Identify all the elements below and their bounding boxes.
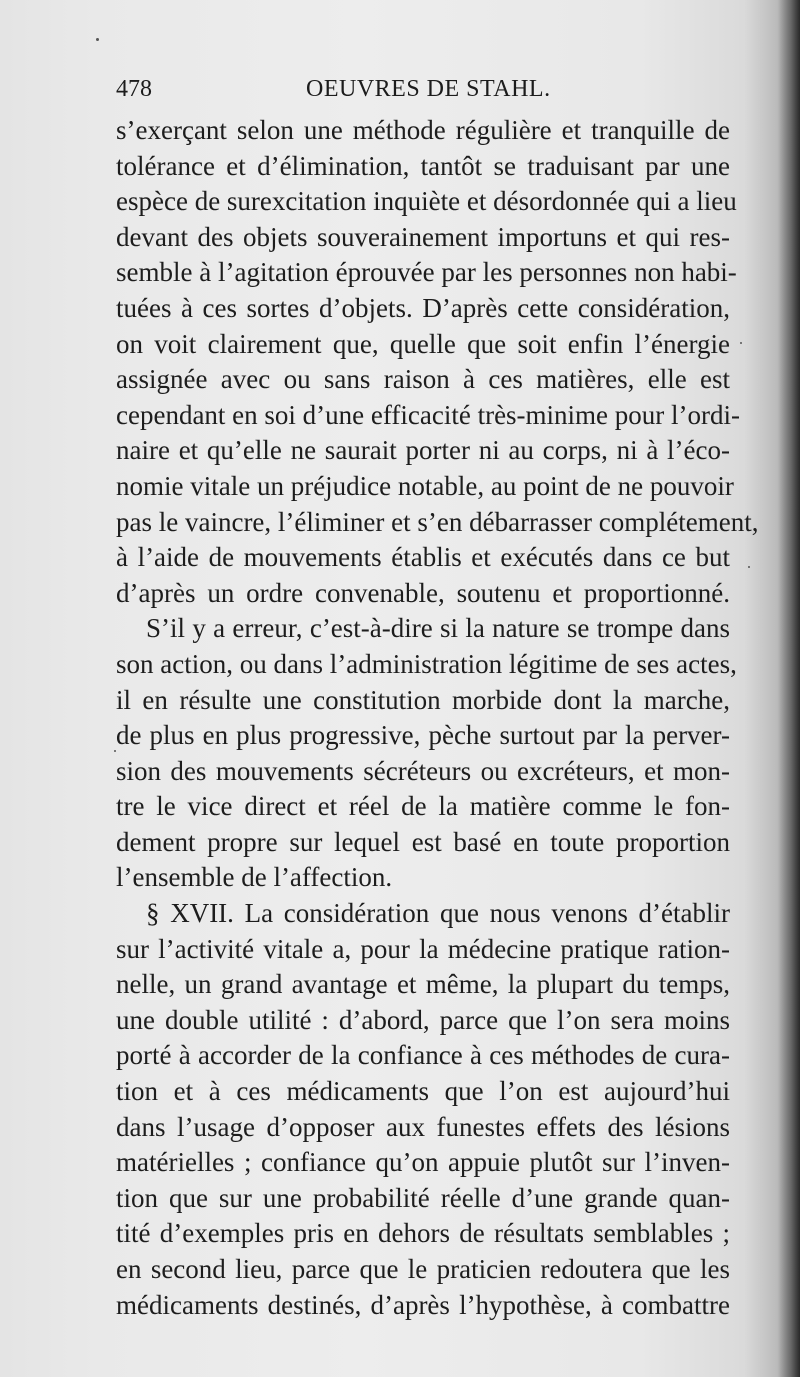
- text-line: médicaments destinés, d’après l’hypothèse, à combattre: [116, 1289, 730, 1320]
- text-line: pas le vaincre, l’éliminer et s’en débarrasser complétement,: [116, 506, 759, 537]
- text-line: dans l’usage d’opposer aux funestes effets des lésions: [116, 1111, 730, 1142]
- text-line: tion que sur une probabilité réelle d’une grande quan-: [116, 1182, 730, 1213]
- text-line: une double utilité : d’abord, parce que l’on sera moins: [116, 1004, 730, 1035]
- running-head: [116, 72, 730, 106]
- section-heading-line: § XVII. La considération que nous venons d’établir: [146, 898, 730, 929]
- text-line: devant des objets souverainement importuns et qui res-: [116, 221, 730, 252]
- text-line: à l’aide de mouvements établis et exécutés dans ce but: [116, 542, 730, 573]
- text-line: matérielles ; confiance qu’on appuie plutôt sur l’inven-: [116, 1147, 730, 1178]
- text-line: espèce de surexcitation inquiète et désordonnée qui a lieu: [116, 186, 737, 217]
- text-line: dement propre sur lequel est basé en toute proportion: [116, 826, 730, 857]
- text-line: cependant en soi d’une efficacité très-minime pour l’ordi-: [116, 399, 741, 430]
- paper-speck: [748, 566, 750, 568]
- running-title: OEUVRES DE STAHL.: [306, 76, 551, 102]
- text-line: d’après un ordre convenable, soutenu et proportionné.: [116, 577, 730, 608]
- text-line: assignée avec ou sans raison à ces matières, elle est: [116, 364, 730, 395]
- text-line: nelle, un grand avantage et même, la plupart du temps,: [116, 969, 730, 1000]
- text-line: son action, ou dans l’administration légitime de ses actes,: [116, 648, 737, 679]
- text-line: on voit clairement que, quelle que soit enfin l’énergie: [116, 328, 730, 359]
- text-line: tolérance et d’élimination, tantôt se traduisant par une: [116, 150, 730, 181]
- text-line: nomie vitale un préjudice notable, au point de ne pouvoir: [116, 470, 734, 501]
- text-line: porté à accorder de la confiance à ces méthodes de cura-: [116, 1040, 730, 1071]
- page-edge-shadow: [778, 0, 800, 1377]
- text-line: naire et qu’elle ne saurait porter ni au corps, ni à l’éco-: [116, 435, 730, 466]
- text-line: de plus en plus progressive, pèche surtout par la perver-: [116, 720, 730, 751]
- text-line: sion des mouvements sécréteurs ou excréteurs, et mon-: [116, 755, 730, 786]
- paragraph-last-line: l’ensemble de l’affection.: [116, 862, 393, 893]
- body-text: [116, 113, 759, 1323]
- text-line: tre le vice direct et réel de la matière comme le fon-: [116, 791, 730, 822]
- page-number: 478: [116, 76, 152, 102]
- paper-speck: [96, 38, 99, 41]
- text-line: sur l’activité vitale a, pour la médecine pratique ration-: [116, 933, 730, 964]
- text-line: semble à l’agitation éprouvée par les personnes non habi-: [116, 257, 737, 288]
- paragraph-first-line: S’il y a erreur, c’est-à-dire si la nature se trompe dans: [146, 613, 730, 644]
- text-line: il en résulte une constitution morbide dont la marche,: [116, 684, 730, 715]
- text-line: tion et à ces médicaments que l’on est aujourd’hui: [116, 1076, 730, 1107]
- text-line: tuées à ces sortes d’objets. D’après cette considération,: [116, 292, 730, 323]
- text-line: en second lieu, parce que le praticien redoutera que les: [116, 1254, 730, 1284]
- paper-speck: [740, 342, 742, 344]
- text-line: s’exerçant selon une méthode régulière et tranquille de: [116, 115, 730, 145]
- text-line: tité d’exemples pris en dehors de résultats semblables ;: [116, 1218, 730, 1249]
- paper-speck: [114, 750, 116, 752]
